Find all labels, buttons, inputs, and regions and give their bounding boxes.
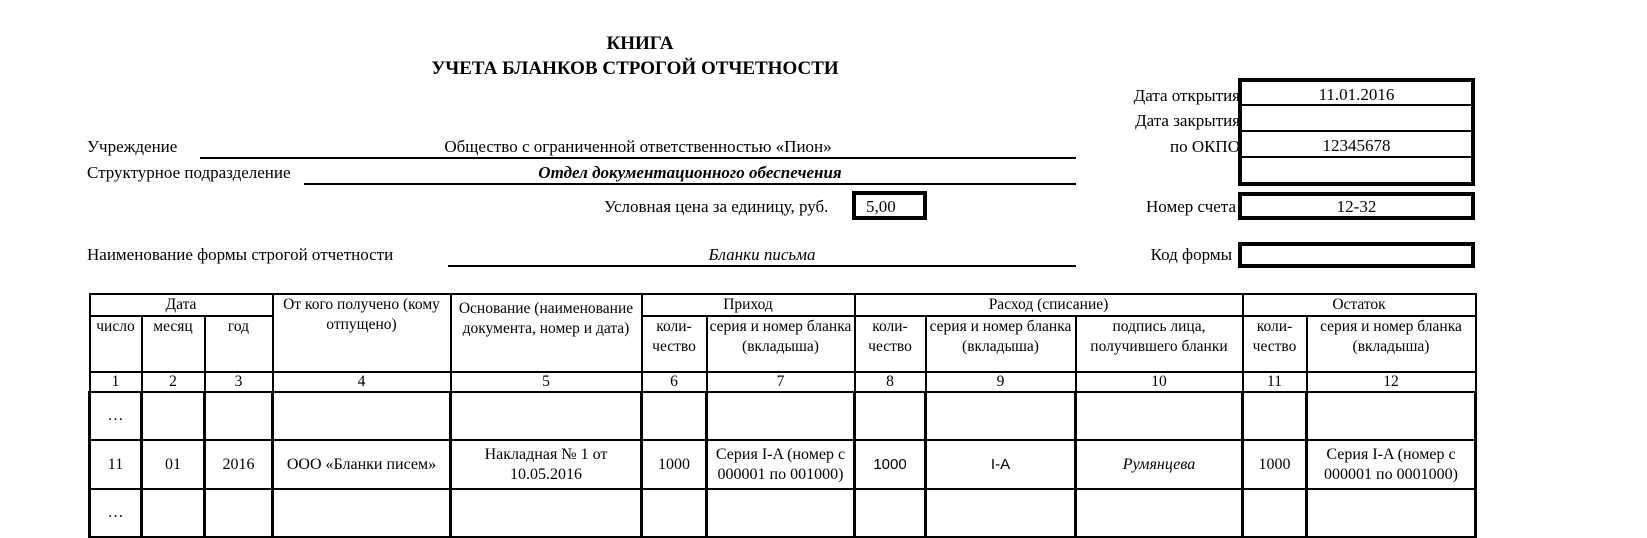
cell-signature[interactable]: Румянцева [1076,440,1243,489]
empty-cell[interactable] [1076,392,1243,440]
empty-cell[interactable] [451,489,642,537]
column-number: 3 [205,372,273,392]
empty-cell[interactable] [855,392,926,440]
header-bal-series: серия и номер бланка (вкладыша) [1307,316,1476,372]
empty-cell[interactable] [926,392,1076,440]
empty-cell[interactable] [1076,489,1243,537]
column-number: 2 [142,372,205,392]
empty-cell[interactable] [273,392,451,440]
cell-day[interactable]: 11 [90,440,142,489]
empty-cell[interactable] [205,489,273,537]
cell-bal-qty[interactable]: 1000 [1243,440,1307,489]
account-label: Номер счета [1146,197,1236,216]
empty-cell[interactable] [1307,489,1476,537]
form-name-label: Наименование формы строгой отчетности [87,245,394,264]
close-date-label: Дата закрытия [1135,111,1240,130]
open-date-label: Дата открытия [1133,86,1240,105]
header-balance: Остаток [1243,294,1476,316]
cell-out-series[interactable]: I-A [926,440,1076,489]
header-income: Приход [642,294,855,316]
department-label: Структурное подразделение [87,163,291,182]
header-year: год [205,316,273,372]
account-value: 12-32 [1336,197,1377,216]
account-box[interactable] [1238,192,1475,220]
ellipsis-cell: … [90,392,142,440]
header-day: число [90,316,142,372]
codes-divider [1240,130,1473,132]
open-date-value[interactable]: 11.01.2016 [1318,85,1395,104]
cell-from[interactable]: ООО «Бланки писем» [273,440,451,489]
empty-cell[interactable] [926,489,1076,537]
form-code-label: Код формы [1150,245,1232,264]
empty-cell[interactable] [205,392,273,440]
header-bal-qty: коли-чество [1243,316,1307,372]
empty-cell[interactable] [451,392,642,440]
header-from: От кого получено (кому отпущено) [273,294,451,372]
column-number: 12 [1307,372,1476,392]
okpo-value[interactable]: 12345678 [1322,136,1391,155]
price-box[interactable] [852,191,927,220]
header-in-series: серия и номер бланка (вкладыша) [707,316,855,372]
header-date: Дата [90,294,273,316]
empty-cell[interactable] [142,489,205,537]
cell-year[interactable]: 2016 [205,440,273,489]
column-number: 10 [1076,372,1243,392]
cell-out-qty[interactable]: 1000 [855,440,926,489]
empty-cell[interactable] [1243,489,1307,537]
column-number: 1 [90,372,142,392]
empty-cell[interactable] [1243,392,1307,440]
empty-cell[interactable] [707,489,855,537]
column-number: 9 [926,372,1076,392]
column-number: 8 [855,372,926,392]
table-row[interactable] [90,489,1476,537]
form-name-value[interactable]: Бланки письма [708,245,816,264]
empty-cell[interactable] [142,392,205,440]
book-subtitle: УЧЕТА БЛАНКОВ СТРОГОЙ ОТЧЕТНОСТИ [431,58,839,79]
column-number: 4 [273,372,451,392]
table-row[interactable] [90,440,1476,489]
institution-underline [200,157,1076,159]
cell-basis[interactable]: Накладная № 1 от 10.05.2016 [451,440,642,489]
header-in-qty: коли-чество [642,316,707,372]
header-expense: Расход (списание) [855,294,1243,316]
column-number: 7 [707,372,855,392]
empty-cell[interactable] [642,392,707,440]
department-value[interactable]: Отдел документационного обеспечения [538,163,842,182]
header-month: месяц [142,316,205,372]
header-out-series: серия и номер бланка (вкладыша) [926,316,1076,372]
form-name-underline [448,265,1076,267]
ellipsis-cell: … [90,489,142,537]
cell-in-qty[interactable]: 1000 [642,440,707,489]
column-number-row [90,372,1476,392]
cell-in-series[interactable]: Серия I-A (номер с 000001 по 001000) [707,440,855,489]
column-number: 6 [642,372,707,392]
book-title: КНИГА [606,33,674,54]
cell-bal-series[interactable]: Серия I-A (номер с 000001 по 0001000) [1307,440,1476,489]
header-out-qty: коли-чество [855,316,926,372]
price-value: 5,00 [866,197,896,216]
empty-cell[interactable] [1307,392,1476,440]
form-code-box[interactable] [1238,242,1475,268]
price-label: Условная цена за единицу, руб. [604,197,829,216]
column-number: 11 [1243,372,1307,392]
department-underline [304,183,1076,185]
empty-cell[interactable] [855,489,926,537]
ledger-table [88,293,1477,538]
institution-value[interactable]: Общество с ограниченной ответственностью «Пион» [444,137,832,156]
empty-cell[interactable] [642,489,707,537]
header-signature: подпись лица, получившего бланки [1076,316,1243,372]
empty-cell[interactable] [707,392,855,440]
header-basis: Основание (наименование документа, номер и дата) [451,294,642,372]
cell-month[interactable]: 01 [142,440,205,489]
table-row[interactable] [90,392,1476,440]
institution-label: Учреждение [87,137,178,156]
okpo-label: по ОКПО [1169,137,1240,156]
codes-divider [1240,156,1473,158]
column-number: 5 [451,372,642,392]
empty-cell[interactable] [273,489,451,537]
